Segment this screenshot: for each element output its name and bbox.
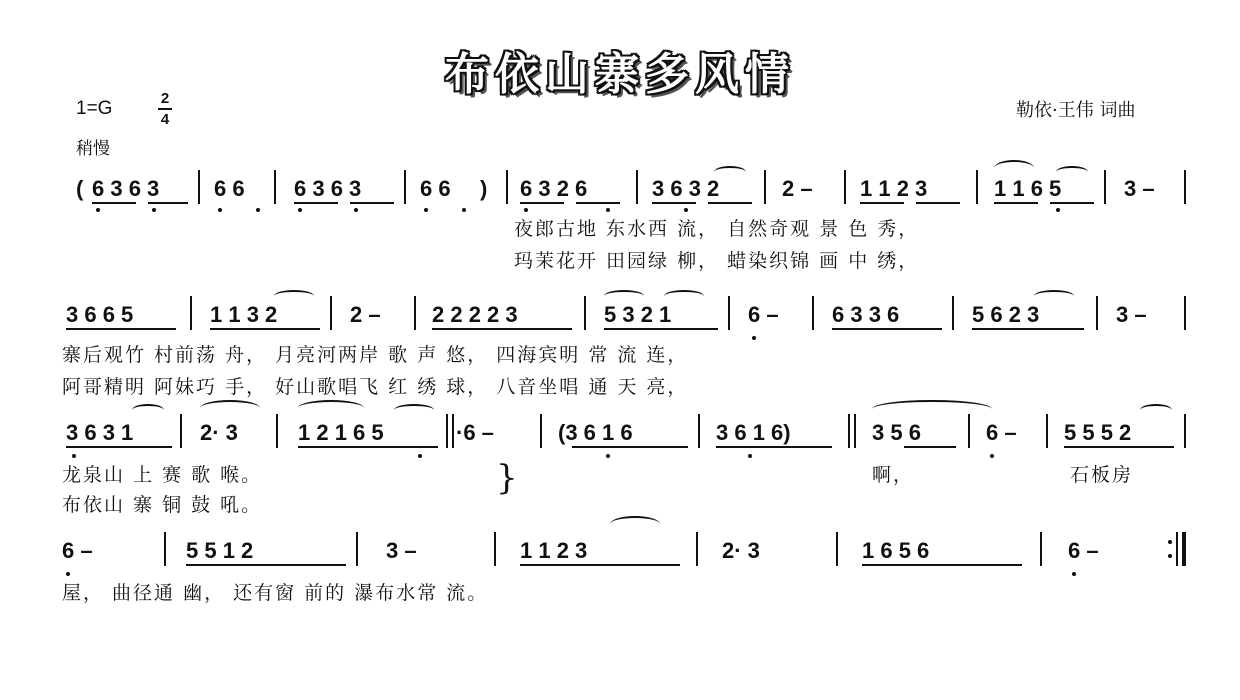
measure: 1 1 2 3: [860, 176, 928, 201]
measure: 2 2 2 2 3: [432, 302, 518, 327]
time-signature: [158, 90, 172, 128]
close-paren: ): [480, 176, 488, 201]
measure: 3 –: [1124, 176, 1155, 201]
measure: 3 6 3 1: [66, 420, 134, 445]
measure: (3 6 1 6: [558, 420, 633, 445]
measure: 2· 3: [722, 538, 760, 563]
measure: 6 3 2 6: [520, 176, 588, 201]
measure: 3 6 6 5: [66, 302, 134, 327]
measure: 6 6: [214, 176, 245, 201]
measure: 6 3 6 3: [294, 176, 362, 201]
time-signature-top: 2: [160, 90, 170, 107]
key-signature: 1=G: [76, 98, 113, 119]
lyric-line-1: 屋， 曲径通 幽， 还有窗 前的 瀑布水常 流。: [62, 582, 489, 604]
measure: 5 5 5 2: [1064, 420, 1132, 445]
measure: 2 –: [350, 302, 381, 327]
measure: 1 2 1 6 5: [298, 420, 384, 445]
measure: 2· 3: [200, 420, 238, 445]
measure: 6 –: [62, 538, 93, 563]
lyric-line-1: 夜郎古地 东水西 流， 自然奇观 景 色 秀，: [514, 218, 920, 240]
measure: 6 6: [420, 176, 451, 201]
lyric-line-2: 玛茉花开 田园绿 柳， 蜡染织锦 画 中 绣，: [514, 250, 920, 272]
measure: ·6 –: [456, 420, 494, 445]
measure: 3 6 1 6): [716, 420, 791, 445]
lyric-line-1: 寨后观竹 村前荡 舟， 月亮河两岸 歌 声 悠， 四海宾明 常 流 连，: [62, 344, 689, 366]
measure: 3 –: [386, 538, 417, 563]
measure: 3 5 6: [872, 420, 921, 445]
composer-credit: 勒依·王伟 词曲: [1016, 100, 1136, 121]
lyric-line-1: 龙泉山 上 赛 歌 喉。: [62, 464, 263, 486]
lyric-line-2: 布依山 寨 铜 鼓 吼。: [62, 494, 263, 516]
measure: 5 6 2 3: [972, 302, 1040, 327]
song-title: 布依山寨多风情: [445, 49, 795, 100]
measure: 6 3 6 3: [92, 176, 160, 201]
measure: 6 –: [986, 420, 1017, 445]
lyric-line-2: 阿哥精明 阿妹巧 手， 好山歌唱飞 红 绣 球， 八音坐唱 通 天 亮，: [62, 376, 689, 398]
measure: 2 –: [782, 176, 813, 201]
lyric-stone-house: 石板房: [1070, 464, 1134, 486]
open-paren: (: [76, 176, 84, 201]
measure: 6 3 3 6: [832, 302, 900, 327]
tempo-marking: 稍慢: [76, 139, 110, 159]
measure: 1 6 5 6: [862, 538, 930, 563]
lyric-ah: 啊，: [872, 464, 915, 486]
measure: 1 1 2 3: [520, 538, 588, 563]
measure: 1 1 3 2: [210, 302, 278, 327]
measure: 5 3 2 1: [604, 302, 672, 327]
measure: 6 –: [748, 302, 779, 327]
measure: 5 5 1 2: [186, 538, 254, 563]
measure: 3 6 3 2: [652, 176, 720, 201]
time-signature-bottom: 4: [160, 111, 170, 128]
measure: 6 –: [1068, 538, 1099, 563]
measure: 3 –: [1116, 302, 1147, 327]
measure: 1 1 6 5: [994, 176, 1062, 201]
